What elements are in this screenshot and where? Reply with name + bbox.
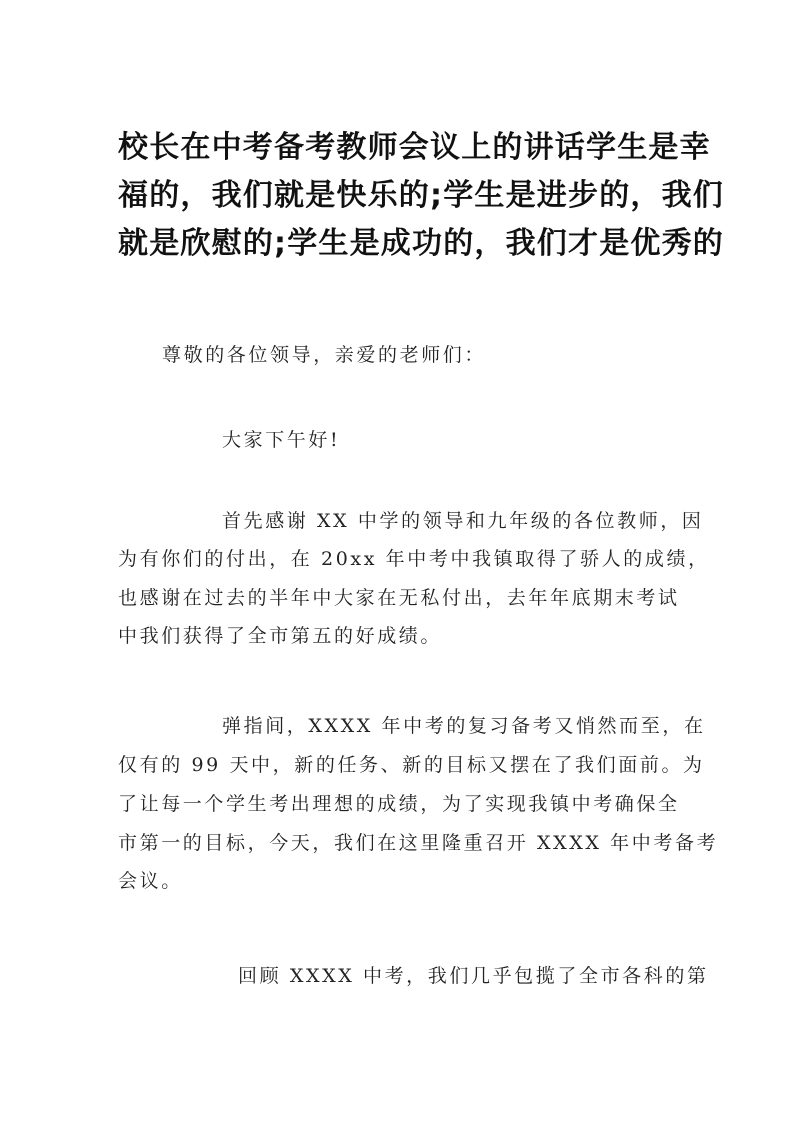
paragraph-2-line-4: 市第一的目标，今天，我们在这里隆重召开 XXXX 年中考备考 [118,832,719,854]
paragraph-2-line-5: 会议。 [118,870,183,892]
paragraph-2-line-1: 弹指间，XXXX 年中考的复习备考又悄然而至，在 [222,715,706,737]
paragraph-3-line-1: 回顾 XXXX 中考，我们几乎包揽了全市各科的第 [238,965,709,987]
paragraph-1-line-3: 也感谢在过去的半年中大家在无私付出，去年年底期末考试 [118,587,680,609]
salutation: 尊敬的各位领导，亲爱的老师们： [162,344,487,366]
title-line-2: 福的，我们就是快乐的;学生是进步的，我们 [118,178,724,213]
paragraph-1-line-4: 中我们获得了全市第五的好成绩。 [118,625,443,647]
greeting: 大家下午好! [222,429,341,451]
paragraph-2-line-3: 了让每一个学生考出理想的成绩，为了实现我镇中考确保全 [118,793,680,815]
paragraph-1-line-1: 首先感谢 XX 中学的领导和九年级的各位教师，因 [222,510,704,532]
title-line-1: 校长在中考备考教师会议上的讲话学生是幸 [118,130,711,165]
title-line-3: 就是欣慰的;学生是成功的，我们才是优秀的 [118,226,724,261]
document-title [118,124,724,268]
paragraph-1-line-2: 为有你们的付出，在 20xx 年中考中我镇取得了骄人的成绩， [118,548,710,570]
paragraph-2-line-2: 仅有的 99 天中，新的任务、新的目标又摆在了我们面前。为 [118,754,705,776]
